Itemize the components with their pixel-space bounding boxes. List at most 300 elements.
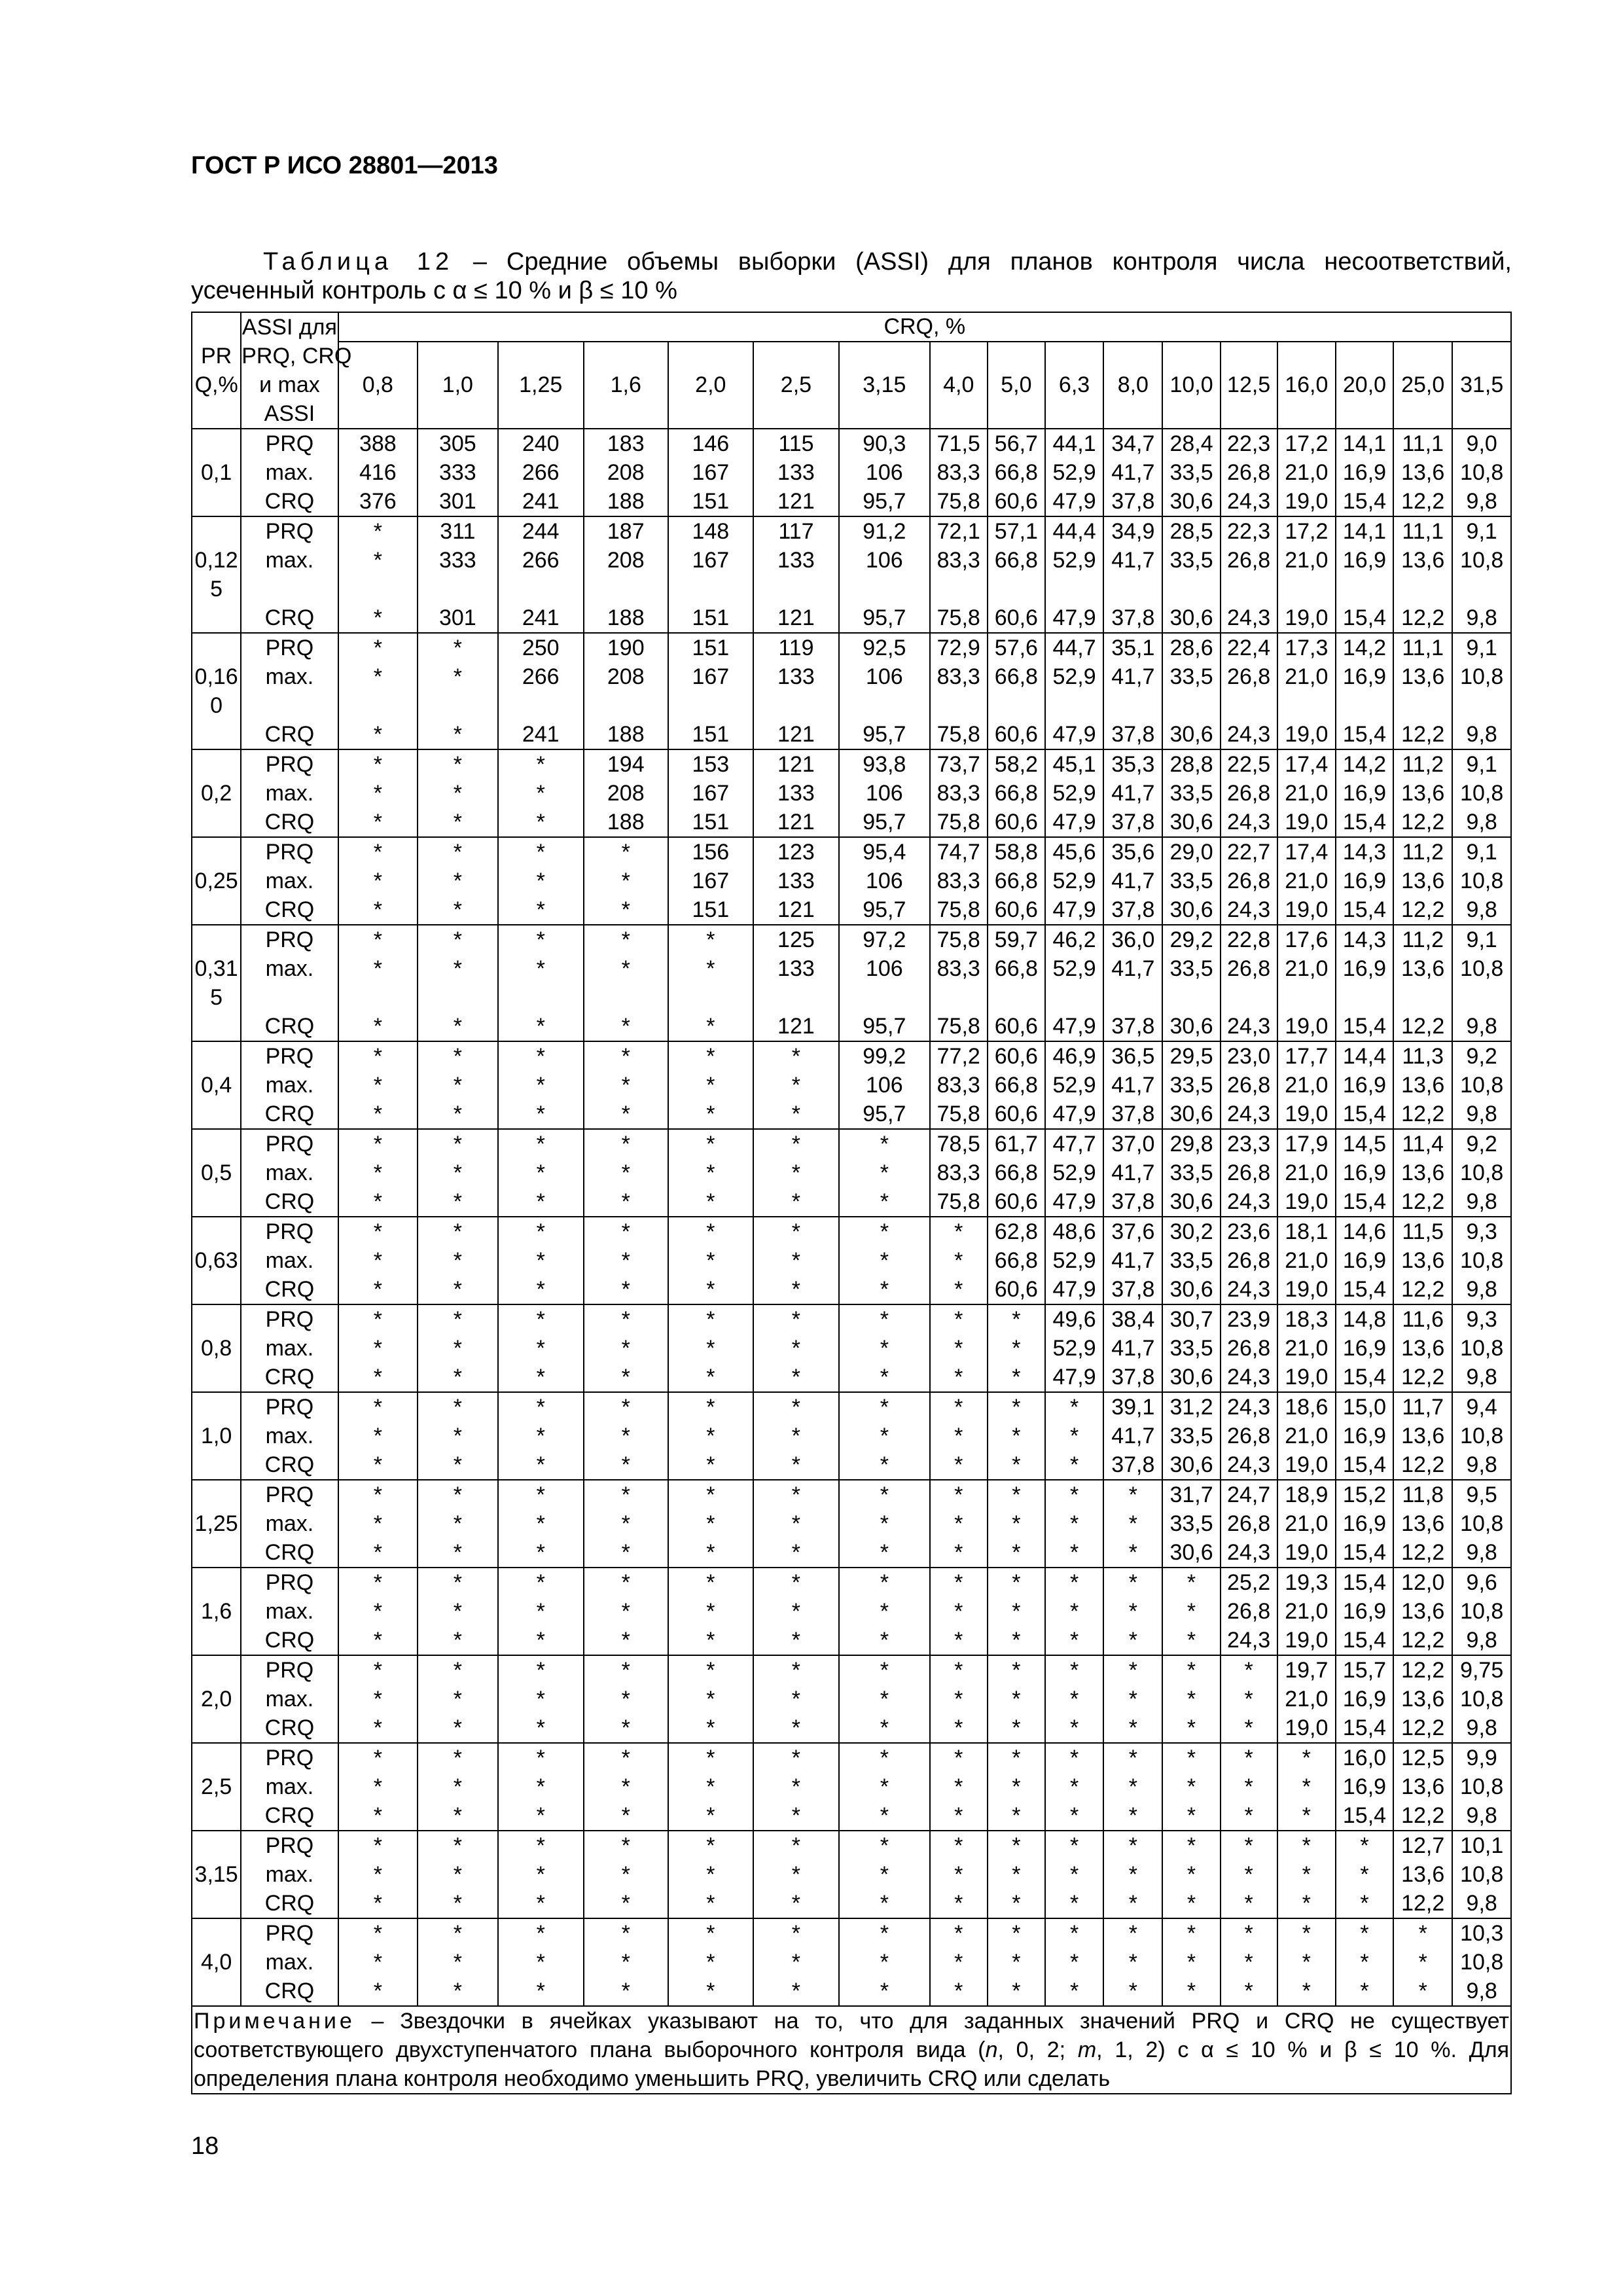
- table-cell-value: 75,8: [936, 1014, 980, 1039]
- table-cell-value: 66,8: [994, 869, 1038, 893]
- table-cell-value: 56,7: [994, 431, 1038, 456]
- table-cell: [338, 1918, 418, 2006]
- table-cell-value: *: [536, 1336, 545, 1361]
- table-cell-value: 83,3: [936, 956, 980, 981]
- table-cell: [498, 1743, 584, 1831]
- table-cell: [1045, 1918, 1103, 2006]
- table-cell-value: 121: [777, 810, 815, 834]
- table-cell-value: *: [536, 897, 545, 922]
- table-cell-value: 25,2: [1227, 1570, 1271, 1595]
- table-cell-value: *: [621, 840, 630, 865]
- table-cell-value: *: [1069, 1452, 1079, 1477]
- table-cell-value: *: [453, 1336, 462, 1361]
- table-cell-value: 266: [522, 548, 560, 573]
- table-cell-value: 10,8: [1460, 781, 1504, 806]
- table-cell: [1393, 1217, 1452, 1304]
- table-cell-value: *: [621, 1746, 630, 1770]
- table-cell-value: *: [706, 927, 715, 952]
- table-cell-value: *: [373, 840, 382, 865]
- table-cell-value: 73,7: [936, 752, 980, 777]
- table-cell-value: 133: [777, 548, 815, 573]
- table-cell-value: *: [453, 1102, 462, 1126]
- table-cell: [988, 1392, 1045, 1480]
- table-cell-value: 19,7: [1285, 1658, 1329, 1683]
- table-cell-value: 11,7: [1402, 1395, 1444, 1420]
- table-cell-value: PRQ: [265, 1307, 314, 1332]
- table-cell-value: *: [880, 1189, 889, 1214]
- blank-line: [1221, 575, 1277, 603]
- table-cell-value: *: [880, 1540, 889, 1565]
- table-cell: [1103, 1304, 1162, 1392]
- table-cell-value: *: [954, 1395, 963, 1420]
- table-cell-value: *: [1069, 1599, 1079, 1624]
- table-cell-value: *: [373, 1277, 382, 1302]
- table-cell-value: 37,8: [1111, 722, 1155, 747]
- table-row: [192, 1304, 1511, 1392]
- table-cell-value: *: [791, 1599, 801, 1624]
- table-cell-value: 16,9: [1342, 1160, 1387, 1185]
- table-cell: [1221, 837, 1277, 925]
- assi-label-cell: [241, 429, 338, 516]
- table-cell: [1336, 429, 1393, 516]
- table-cell-value: *: [373, 1715, 382, 1740]
- table-cell: [1277, 516, 1336, 633]
- table-cell-value: *: [621, 1132, 630, 1157]
- table-cell-value: *: [1186, 1979, 1196, 2003]
- table-cell: [1336, 633, 1393, 749]
- table-cell-value: 13,6: [1401, 548, 1445, 573]
- table-cell-value: *: [621, 1803, 630, 1828]
- table-cell-value: 30,6: [1169, 810, 1213, 834]
- table-cell: [1162, 1743, 1220, 1831]
- table-cell-value: 21,0: [1285, 1599, 1329, 1624]
- table-cell: [988, 1217, 1045, 1304]
- assi-label-cell: [241, 1129, 338, 1217]
- assi-label-cell: [241, 749, 338, 837]
- table-cell-value: 15,4: [1342, 1540, 1387, 1565]
- table-cell-value: 95,7: [863, 810, 906, 834]
- table-cell-value: *: [373, 1628, 382, 1653]
- table-cell-value: *: [453, 1307, 462, 1332]
- table-cell: [498, 837, 584, 925]
- table-cell-value: 24,3: [1227, 1189, 1271, 1214]
- table-cell: [1393, 1480, 1452, 1568]
- assi-label-cell: [241, 925, 338, 1041]
- table-cell-value: 52,9: [1052, 1336, 1096, 1361]
- table-cell-value: 13,6: [1401, 1774, 1445, 1799]
- table-cell-value: *: [1186, 1628, 1196, 1653]
- blank-line: [840, 983, 929, 1012]
- table-cell-value: 14,3: [1342, 927, 1387, 952]
- table-cell-value: 115: [778, 431, 814, 456]
- table-cell-value: 75,8: [936, 605, 980, 630]
- table-cell-value: 9,2: [1466, 1044, 1497, 1069]
- table-cell-value: 60,6: [994, 489, 1038, 514]
- table-cell-value: *: [954, 1219, 963, 1244]
- table-row: [192, 1217, 1511, 1304]
- table-cell-value: *: [621, 1891, 630, 1916]
- table-cell-value: PRQ: [265, 431, 314, 456]
- table-cell: [338, 1655, 418, 1743]
- table-cell-value: 95,4: [863, 840, 906, 865]
- table-cell-value: *: [954, 1833, 963, 1858]
- table-cell-value: 19,0: [1285, 1628, 1329, 1653]
- table-cell: [839, 837, 930, 925]
- table-cell-value: *: [706, 1862, 715, 1887]
- table-row: [192, 1392, 1511, 1480]
- table-cell: [1045, 633, 1103, 749]
- table-cell-value: *: [453, 1746, 462, 1770]
- table-cell-value: *: [791, 1219, 801, 1244]
- table-cell-value: 66,8: [994, 1248, 1038, 1273]
- table-cell-value: *: [1069, 1921, 1079, 1946]
- table-cell-value: 12,2: [1401, 1540, 1445, 1565]
- table-cell-value: 30,6: [1169, 897, 1213, 922]
- table-cell-value: 15,4: [1342, 1014, 1387, 1039]
- prq-value: 2,5: [200, 1774, 232, 1799]
- table-cell: [1221, 1129, 1277, 1217]
- table-cell: [338, 1568, 418, 1655]
- table-cell-value: *: [706, 1599, 715, 1624]
- crq-header-cell: 2,0: [668, 342, 753, 429]
- table-cell-value: 15,4: [1342, 489, 1387, 514]
- table-cell-value: 133: [777, 664, 815, 689]
- table-cell-value: 11,2: [1402, 752, 1444, 777]
- table-cell-value: *: [954, 1307, 963, 1332]
- table-cell: [988, 1918, 1045, 2006]
- table-cell-value: 75,8: [936, 489, 980, 514]
- table-cell-value: *: [621, 1950, 630, 1975]
- table-cell: [988, 1568, 1045, 1655]
- table-cell: [1336, 1217, 1393, 1304]
- table-cell-value: *: [1244, 1979, 1253, 2003]
- table-cell-value: 77,2: [936, 1044, 980, 1069]
- table-cell-value: 12,0: [1401, 1570, 1445, 1595]
- table-cell-value: *: [453, 869, 462, 893]
- table-cell-value: *: [880, 1833, 889, 1858]
- table-cell-value: CRQ: [264, 1014, 315, 1039]
- table-cell: [584, 1129, 668, 1217]
- table-cell: [1452, 749, 1511, 837]
- table-cell-value: 30,2: [1169, 1219, 1213, 1244]
- table-cell-value: 66,8: [994, 1073, 1038, 1098]
- blank-line: [1394, 983, 1452, 1012]
- table-cell-value: 46,2: [1052, 927, 1096, 952]
- assi-label-cell: [241, 1304, 338, 1392]
- table-cell-value: 22,7: [1227, 840, 1271, 865]
- table-cell-value: *: [1244, 1921, 1253, 1946]
- prq-value-cell: [192, 749, 241, 837]
- table-cell-value: 12,2: [1401, 1014, 1445, 1039]
- table-cell: [930, 516, 988, 633]
- table-cell-value: 15,4: [1342, 1102, 1387, 1126]
- table-cell: [338, 516, 418, 633]
- table-cell-value: 10,8: [1460, 1687, 1504, 1712]
- table-cell-value: 17,4: [1285, 752, 1329, 777]
- table-cell: [988, 925, 1045, 1041]
- table-cell: [1162, 837, 1220, 925]
- table-cell-value: 26,8: [1227, 1599, 1271, 1624]
- table-cell-value: *: [791, 1248, 801, 1273]
- table-cell-value: 10,8: [1460, 1073, 1504, 1098]
- table-cell-value: 52,9: [1052, 664, 1096, 689]
- table-cell: [1045, 837, 1103, 925]
- table-cell-value: 36,0: [1111, 927, 1155, 952]
- table-cell: [1336, 1392, 1393, 1480]
- table-cell-value: *: [373, 1803, 382, 1828]
- table-cell-value: *: [1012, 1395, 1021, 1420]
- table-cell-value: 301: [438, 605, 476, 630]
- table-cell-value: *: [954, 1570, 963, 1595]
- table-cell-value: 305: [438, 431, 476, 456]
- blank-line: [754, 691, 838, 720]
- prq-value: 5: [210, 985, 223, 1010]
- table-cell-value: *: [880, 1424, 889, 1448]
- table-cell-value: 15,4: [1342, 897, 1387, 922]
- table-cell-value: 19,0: [1285, 722, 1329, 747]
- table-cell-value: 266: [522, 664, 560, 689]
- table-cell-value: 9,1: [1466, 927, 1497, 952]
- table-cell: [1277, 1743, 1336, 1831]
- table-cell-value: *: [373, 1599, 382, 1624]
- table-cell: [930, 1918, 988, 2006]
- table-cell-value: 61,7: [994, 1132, 1038, 1157]
- table-cell: [418, 1304, 498, 1392]
- table-cell-value: 14,6: [1342, 1219, 1387, 1244]
- table-cell: [418, 1129, 498, 1217]
- table-cell-value: *: [1360, 1979, 1369, 2003]
- table-cell-value: *: [880, 1921, 889, 1946]
- table-cell-value: 167: [692, 869, 730, 893]
- table-cell: [1162, 1041, 1220, 1129]
- table-cell-value: 121: [777, 752, 815, 777]
- table-cell: [1393, 1129, 1452, 1217]
- table-cell-value: 45,6: [1052, 840, 1096, 865]
- table-cell-value: *: [536, 1950, 545, 1975]
- table-cell-value: 15,4: [1342, 1365, 1387, 1390]
- table-cell-value: 23,6: [1227, 1219, 1271, 1244]
- blank-line: [241, 983, 337, 1012]
- table-cell-value: *: [536, 1540, 545, 1565]
- table-cell-value: *: [880, 1511, 889, 1536]
- table-cell-value: *: [1186, 1950, 1196, 1975]
- table-cell: [1162, 1392, 1220, 1480]
- table-cell-value: *: [1012, 1891, 1021, 1916]
- table-cell-value: 106: [865, 460, 903, 485]
- assi-label-cell: [241, 1217, 338, 1304]
- blank-line: [339, 983, 417, 1012]
- table-row: [192, 1655, 1511, 1743]
- table-cell: [988, 749, 1045, 837]
- table-cell: [418, 1041, 498, 1129]
- table-cell-value: max.: [265, 1862, 314, 1887]
- table-cell-value: *: [1244, 1715, 1253, 1740]
- table-cell-value: CRQ: [264, 605, 315, 630]
- table-cell-value: *: [1069, 1833, 1079, 1858]
- table-cell-value: *: [621, 1395, 630, 1420]
- table-cell-value: 15,2: [1342, 1482, 1387, 1507]
- table-row: [192, 1480, 1511, 1568]
- table-cell-value: PRQ: [265, 927, 314, 952]
- table-cell-value: *: [954, 1628, 963, 1653]
- table-cell: [839, 516, 930, 633]
- blank-line: [499, 575, 583, 603]
- table-cell-value: 28,6: [1169, 636, 1213, 660]
- table-cell: [1221, 1831, 1277, 1918]
- table-cell-value: 41,7: [1111, 460, 1155, 485]
- table-cell: [1452, 1480, 1511, 1568]
- blank-line: [931, 983, 987, 1012]
- table-cell-value: *: [1012, 1687, 1021, 1712]
- table-cell-value: *: [453, 1452, 462, 1477]
- table-cell-value: *: [1069, 1628, 1079, 1653]
- table-cell-value: 26,8: [1227, 1160, 1271, 1185]
- table-cell-value: 151: [692, 722, 730, 747]
- table-cell-value: 250: [522, 636, 560, 660]
- table-cell-value: *: [880, 1658, 889, 1683]
- table-row: [192, 1831, 1511, 1918]
- table-cell-value: *: [621, 927, 630, 952]
- table-cell-value: 16,9: [1342, 664, 1387, 689]
- table-cell-value: *: [536, 1658, 545, 1683]
- table-cell-value: 34,9: [1111, 519, 1155, 544]
- table-cell-value: 30,6: [1169, 1102, 1213, 1126]
- blank-line: [1163, 575, 1219, 603]
- table-cell-value: *: [880, 1570, 889, 1595]
- table-cell: [668, 633, 753, 749]
- table-cell: [498, 1129, 584, 1217]
- table-cell-value: 22,3: [1227, 431, 1271, 456]
- table-cell-value: *: [621, 869, 630, 893]
- table-cell-value: 13,6: [1401, 460, 1445, 485]
- table-cell-value: *: [954, 1891, 963, 1916]
- table-cell: [1221, 925, 1277, 1041]
- table-cell-value: 16,9: [1342, 1687, 1387, 1712]
- table-cell-value: 41,7: [1111, 1248, 1155, 1273]
- blank-line: [1221, 983, 1277, 1012]
- table-cell: [584, 1831, 668, 1918]
- assi-label-cell: [241, 1831, 338, 1918]
- table-cell: [1336, 1655, 1393, 1743]
- crq-header-cell: 25,0: [1393, 342, 1452, 429]
- table-cell-value: *: [1012, 1746, 1021, 1770]
- table-cell-value: *: [791, 1950, 801, 1975]
- blank-line: [669, 575, 753, 603]
- table-cell-value: 66,8: [994, 956, 1038, 981]
- table-cell: [1103, 925, 1162, 1041]
- table-cell-value: *: [880, 1746, 889, 1770]
- blank-line: [241, 575, 337, 603]
- prq-value: 2,0: [200, 1687, 232, 1712]
- table-cell: [498, 516, 584, 633]
- table-cell-value: *: [1128, 1687, 1137, 1712]
- table-cell-value: 29,8: [1169, 1132, 1213, 1157]
- table-cell-value: 13,6: [1401, 1862, 1445, 1887]
- table-row: [192, 925, 1511, 1041]
- table-cell-value: 11,1: [1402, 431, 1444, 456]
- table-cell: [1162, 633, 1220, 749]
- table-cell-value: 188: [607, 605, 645, 630]
- blank-line: [339, 691, 417, 720]
- prq-value: 0,4: [200, 1073, 232, 1098]
- table-cell-value: 19,0: [1285, 1014, 1329, 1039]
- table-cell: [839, 1568, 930, 1655]
- table-cell-value: 188: [607, 810, 645, 834]
- table-cell: [498, 925, 584, 1041]
- table-cell: [1221, 633, 1277, 749]
- table-cell: [753, 1217, 839, 1304]
- table-cell-value: *: [706, 1482, 715, 1507]
- table-cell-value: *: [373, 1365, 382, 1390]
- table-cell-value: 24,3: [1227, 1628, 1271, 1653]
- table-cell: [930, 1304, 988, 1392]
- table-cell-value: *: [621, 1452, 630, 1477]
- table-cell-value: 15,4: [1342, 810, 1387, 834]
- table-cell-value: 48,6: [1052, 1219, 1096, 1244]
- table-cell-value: 9,3: [1466, 1219, 1497, 1244]
- table-cell-value: *: [880, 1950, 889, 1975]
- table-cell-value: 9,5: [1466, 1482, 1497, 1507]
- table-cell-value: 19,0: [1285, 1452, 1329, 1477]
- table-cell-value: 47,9: [1052, 1365, 1096, 1390]
- table-cell-value: *: [791, 1307, 801, 1332]
- table-cell-value: *: [1128, 1628, 1137, 1653]
- table-cell-value: 29,0: [1169, 840, 1213, 865]
- table-cell: [1393, 1743, 1452, 1831]
- table-cell-value: *: [954, 1979, 963, 2003]
- table-cell: [1277, 1480, 1336, 1568]
- table-cell: [753, 429, 839, 516]
- table-cell-value: 188: [607, 722, 645, 747]
- table-cell-value: *: [880, 1248, 889, 1273]
- table-cell-value: *: [791, 1979, 801, 2003]
- table-cell-value: *: [453, 1891, 462, 1916]
- table-cell-value: *: [1186, 1687, 1196, 1712]
- table-cell: [1277, 1217, 1336, 1304]
- table-cell-value: *: [880, 1803, 889, 1828]
- blank-line: [754, 983, 838, 1012]
- table-cell: [1045, 1655, 1103, 1743]
- table-cell-value: *: [954, 1482, 963, 1507]
- table-cell-value: CRQ: [264, 1891, 315, 1916]
- table-cell-value: 24,3: [1227, 605, 1271, 630]
- table-cell-value: 95,7: [863, 897, 906, 922]
- table-cell: [839, 1655, 930, 1743]
- table-cell-value: 35,3: [1111, 752, 1155, 777]
- table-cell-value: 12,2: [1401, 1658, 1445, 1683]
- table-cell-value: 9,8: [1466, 897, 1497, 922]
- table-cell: [839, 925, 930, 1041]
- prq-value: 0,8: [200, 1336, 232, 1361]
- table-cell-value: PRQ: [265, 1833, 314, 1858]
- table-cell-value: 46,9: [1052, 1044, 1096, 1069]
- table-cell-value: PRQ: [265, 1746, 314, 1770]
- table-cell-value: *: [1012, 1482, 1021, 1507]
- table-cell-value: *: [536, 1277, 545, 1302]
- table-cell: [1393, 1304, 1452, 1392]
- table-cell-value: 71,5: [936, 431, 980, 456]
- table-cell-value: 24,3: [1227, 1365, 1271, 1390]
- table-cell-value: 66,8: [994, 548, 1038, 573]
- table-cell-value: 22,8: [1227, 927, 1271, 952]
- blank-line: [1104, 575, 1162, 603]
- table-cell: [1393, 1831, 1452, 1918]
- table-cell-value: 24,3: [1227, 722, 1271, 747]
- table-cell: [1452, 1831, 1511, 1918]
- crq-header-cell: 1,0: [418, 342, 498, 429]
- table-cell: [988, 1129, 1045, 1217]
- table-cell: [988, 633, 1045, 749]
